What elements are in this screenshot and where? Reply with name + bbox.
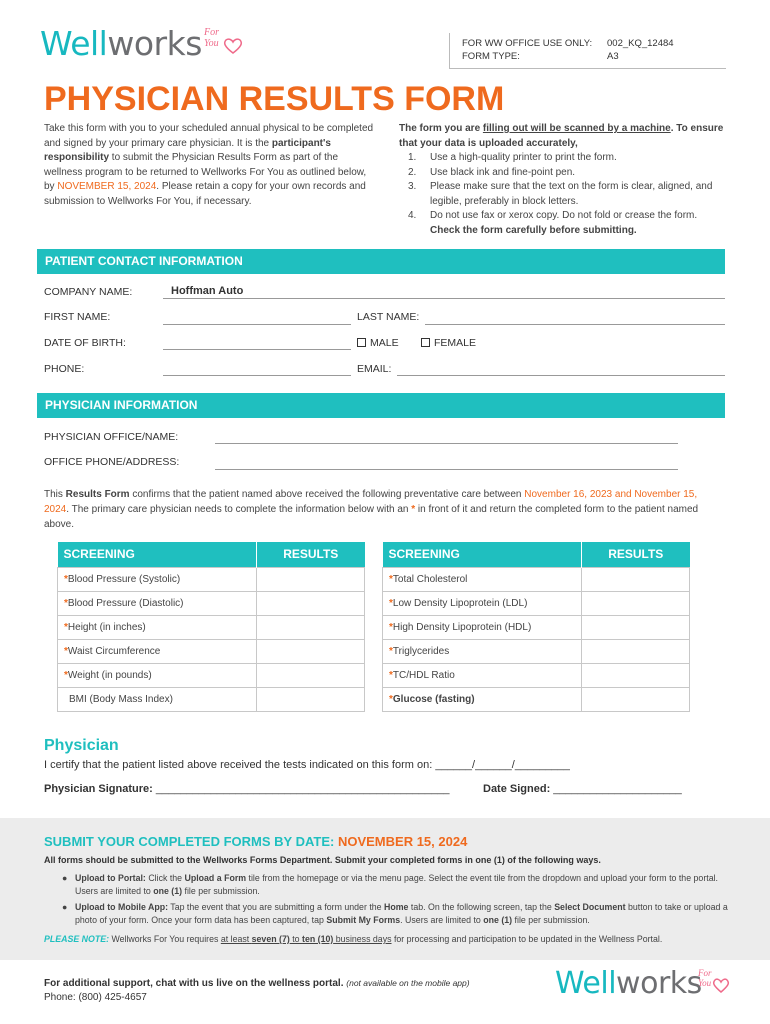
- table-row: *Low Density Lipoprotein (LDL): [383, 591, 690, 615]
- scan-item: 4. Do not use fax or xerox copy. Do not fold or crease the form. Check the form carefully before submitting.: [408, 210, 698, 236]
- date-signed-label: Date Signed:: [483, 783, 551, 795]
- table-row: *Blood Pressure (Diastolic): [58, 591, 365, 615]
- table-row: *Height (in inches): [58, 615, 365, 639]
- result-cell[interactable]: [582, 615, 690, 639]
- confirm-dates: November 16, 2023 and November 15, 2024: [44, 489, 698, 515]
- signature-field[interactable]: ________________________________________________: [155, 783, 450, 795]
- form-type-label: FORM TYPE:: [462, 51, 520, 62]
- confirm-text: This Results Form confirms that the patient named above received the following preventative care between November 16, 2023 and November 15, 2024. The primary care physician needs to complete the information below with an * in front of it and return the completed form to the patient named above.: [44, 489, 699, 530]
- result-cell[interactable]: [257, 639, 365, 663]
- result-cell[interactable]: [582, 639, 690, 663]
- office-use-box: [449, 33, 726, 69]
- col-screening: SCREENING: [383, 542, 582, 567]
- col-results: RESULTS: [257, 542, 365, 567]
- submit-heading: SUBMIT YOUR COMPLETED FORMS BY DATE: NOVEMBER 15, 2024: [44, 834, 468, 849]
- gender-female[interactable]: FEMALE: [421, 337, 476, 349]
- submit-subtitle: All forms should be submitted to the Wellworks Forms Department. Submit your completed forms in one (1) of the following ways.: [44, 855, 601, 865]
- result-cell[interactable]: [582, 591, 690, 615]
- result-cell[interactable]: [582, 567, 690, 591]
- footer-heart-icon: [712, 978, 730, 993]
- footer-phone: Phone: (800) 425-4657: [44, 992, 147, 1003]
- date-signed-block: [483, 783, 682, 795]
- dob-field[interactable]: [163, 349, 351, 350]
- col-screening: SCREENING: [58, 542, 257, 567]
- table-row: *Triglycerides: [383, 639, 690, 663]
- please-note: PLEASE NOTE: Wellworks For You requires at least seven (7) to ten (10) business days for processing and participation to be updated in the Wellness Portal.: [44, 934, 663, 944]
- result-cell[interactable]: [257, 687, 365, 711]
- footer-support: For additional support, chat with us live on the wellness portal. (not available on the mobile app): [44, 978, 470, 989]
- result-cell[interactable]: [257, 567, 365, 591]
- male-checkbox[interactable]: [357, 338, 366, 347]
- table-row: *High Density Lipoprotein (HDL): [383, 615, 690, 639]
- email-field[interactable]: [397, 375, 725, 376]
- footer-logo: Wellworks For You: [555, 966, 702, 1001]
- last-name-field[interactable]: [425, 324, 725, 325]
- result-cell[interactable]: [257, 663, 365, 687]
- office-phone-field[interactable]: [215, 469, 678, 470]
- phone-label: PHONE:: [44, 363, 85, 375]
- physician-office-label: PHYSICIAN OFFICE/NAME:: [44, 431, 179, 443]
- table-row: *Weight (in pounds): [58, 663, 365, 687]
- logo-tagline: For You: [204, 27, 219, 49]
- list-item: ● Upload to Portal: Click the Upload a Form tile from the homepage or via the menu page. Select the event tile from the dropdown and upload your form to the portal. Users are limited to one (1) file per submission.: [62, 873, 718, 896]
- email-label: EMAIL:: [357, 363, 392, 375]
- date-signed-field[interactable]: _____________________: [553, 783, 682, 795]
- logo-well: Well: [40, 24, 108, 63]
- company-label: COMPANY NAME:: [44, 286, 133, 298]
- office-use-value: 002_KQ_12484: [607, 38, 674, 49]
- scan-item: 2. Use black ink and fine-point pen.: [408, 166, 576, 178]
- first-name-label: FIRST NAME:: [44, 311, 111, 323]
- office-phone-label: OFFICE PHONE/ADDRESS:: [44, 456, 180, 468]
- result-cell[interactable]: [257, 591, 365, 615]
- certify-text: I certify that the patient listed above received the tests indicated on this form on: ______/______/_________: [44, 759, 570, 771]
- intro-text: Take this form with you to your scheduled annual physical to be completed and signed by your primary care physician. It is the participant's responsibility to submit the Physician Results Form as part of the wellness program to be returned to Wellworks For You as outlined below, by NOVEMBER 15, 2024. Please retain a copy for your own records and submission to Wellworks For You, if necessary.: [44, 123, 374, 207]
- table-row: *TC/HDL Ratio: [383, 663, 690, 687]
- signature-label: Physician Signature:: [44, 783, 153, 795]
- header-logo: [40, 24, 219, 63]
- company-line[interactable]: [163, 298, 725, 299]
- screening-table-left: [57, 542, 365, 712]
- table-row: *Total Cholesterol: [383, 567, 690, 591]
- screening-table-right: [382, 542, 690, 712]
- table-row: *Blood Pressure (Systolic): [58, 567, 365, 591]
- table-row: BMI (Body Mass Index): [58, 687, 365, 711]
- page-title: PHYSICIAN RESULTS FORM: [44, 80, 505, 118]
- physician-heading: Physician: [44, 737, 119, 754]
- logo-heart-icon: [223, 38, 243, 54]
- intro-deadline: NOVEMBER 15, 2024: [57, 181, 157, 192]
- company-value: Hoffman Auto: [171, 285, 244, 297]
- scan-list: [399, 151, 729, 238]
- col-results: RESULTS: [582, 542, 690, 567]
- first-name-field[interactable]: [163, 324, 351, 325]
- last-name-label: LAST NAME:: [357, 311, 420, 323]
- result-cell[interactable]: [582, 687, 690, 711]
- result-cell[interactable]: [582, 663, 690, 687]
- submit-methods: [62, 872, 730, 930]
- scan-instructions: The form you are filling out will be scanned by a machine. To ensure that your data is uploaded accurately, 1. Use a high-quality printer to print the form. 2. Use black ink and fine-point pen. 3. Please make sure that the text on the form is clear, aligned, and legible, preferably in block letters. 4. Do not use fax or xerox copy. Do not fold or crease the form. Check the form carefully before submitting.: [399, 122, 729, 238]
- signature-block: [44, 783, 450, 795]
- physician-section-header: PHYSICIAN INFORMATION: [37, 393, 725, 418]
- form-type-value: A3: [607, 51, 619, 62]
- female-checkbox[interactable]: [421, 338, 430, 347]
- scan-item: 3. Please make sure that the text on the form is clear, aligned, and legible, preferably in block letters.: [408, 181, 713, 207]
- scan-check: Check the form carefully before submitting.: [430, 224, 637, 236]
- table-row: *Glucose (fasting): [383, 687, 690, 711]
- patient-section-header: PATIENT CONTACT INFORMATION: [37, 249, 725, 274]
- table-row: *Waist Circumference: [58, 639, 365, 663]
- scan-item: 1. Use a high-quality printer to print the form.: [408, 152, 617, 163]
- office-use-label: FOR WW OFFICE USE ONLY:: [462, 38, 593, 49]
- dob-label: DATE OF BIRTH:: [44, 337, 126, 349]
- logo-works: works: [107, 24, 202, 63]
- result-cell[interactable]: [257, 615, 365, 639]
- list-item: ● Upload to Mobile App: Tap the event that you are submitting a form under the Home tab. On the following screen, tap the Select Document button to take or upload a photo of your form. Once your form data has been captured, tap Submit My Forms. Users are limited to one (1) file per submission.: [62, 902, 728, 925]
- physician-office-field[interactable]: [215, 443, 678, 444]
- phone-field[interactable]: [163, 375, 351, 376]
- gender-male[interactable]: MALE: [357, 337, 399, 349]
